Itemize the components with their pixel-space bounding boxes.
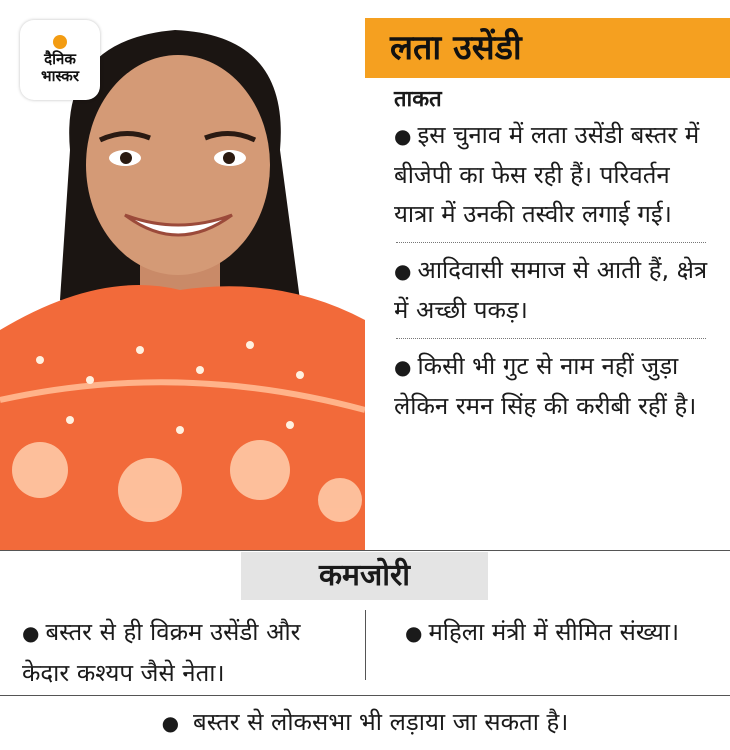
weakness-point: ● महिला मंत्री में सीमित संख्या। [405,618,680,646]
weakness-title: कमजोरी [241,552,488,600]
dotted-divider [396,242,706,243]
logo-line-1: दैनिक [44,50,76,68]
weakness-point: ● बस्तर से ही विक्रम उसेंडी और केदार कश्यप जैसे नेता। [22,618,301,687]
section-divider [0,695,730,696]
bullet-icon: ● [22,621,40,645]
dotted-divider [396,338,706,339]
section-divider [0,550,730,551]
bullet-icon: ● [405,621,423,645]
bullet-icon: ● [394,124,412,148]
strength-title: ताकत [394,87,442,112]
dainik-bhaskar-logo [20,20,100,100]
bullet-icon: ● [161,711,180,735]
column-divider [365,610,366,680]
name-banner: लता उसेंडी [365,18,730,78]
logo-line-2: भास्कर [41,67,79,85]
bottom-note: ● बस्तर से लोकसभा भी लड़ाया जा सकता है। [161,708,569,736]
bullet-icon: ● [394,355,412,379]
strength-point: ● इस चुनाव में लता उसेंडी बस्तर में बीजेपी का फेस रही हैं। परिवर्तन यात्रा में उनकी तस्वीर लगाई गई। [394,121,700,228]
strength-point: ● आदिवासी समाज से आती हैं, क्षेत्र में अच्छी पकड़। [394,256,708,324]
strength-section [372,84,712,426]
bullet-icon: ● [394,259,412,283]
strength-point: ● किसी भी गुट से नाम नहीं जुड़ा लेकिन रमन सिंह की करीबी रहीं है। [394,352,697,420]
sun-icon [53,35,67,49]
